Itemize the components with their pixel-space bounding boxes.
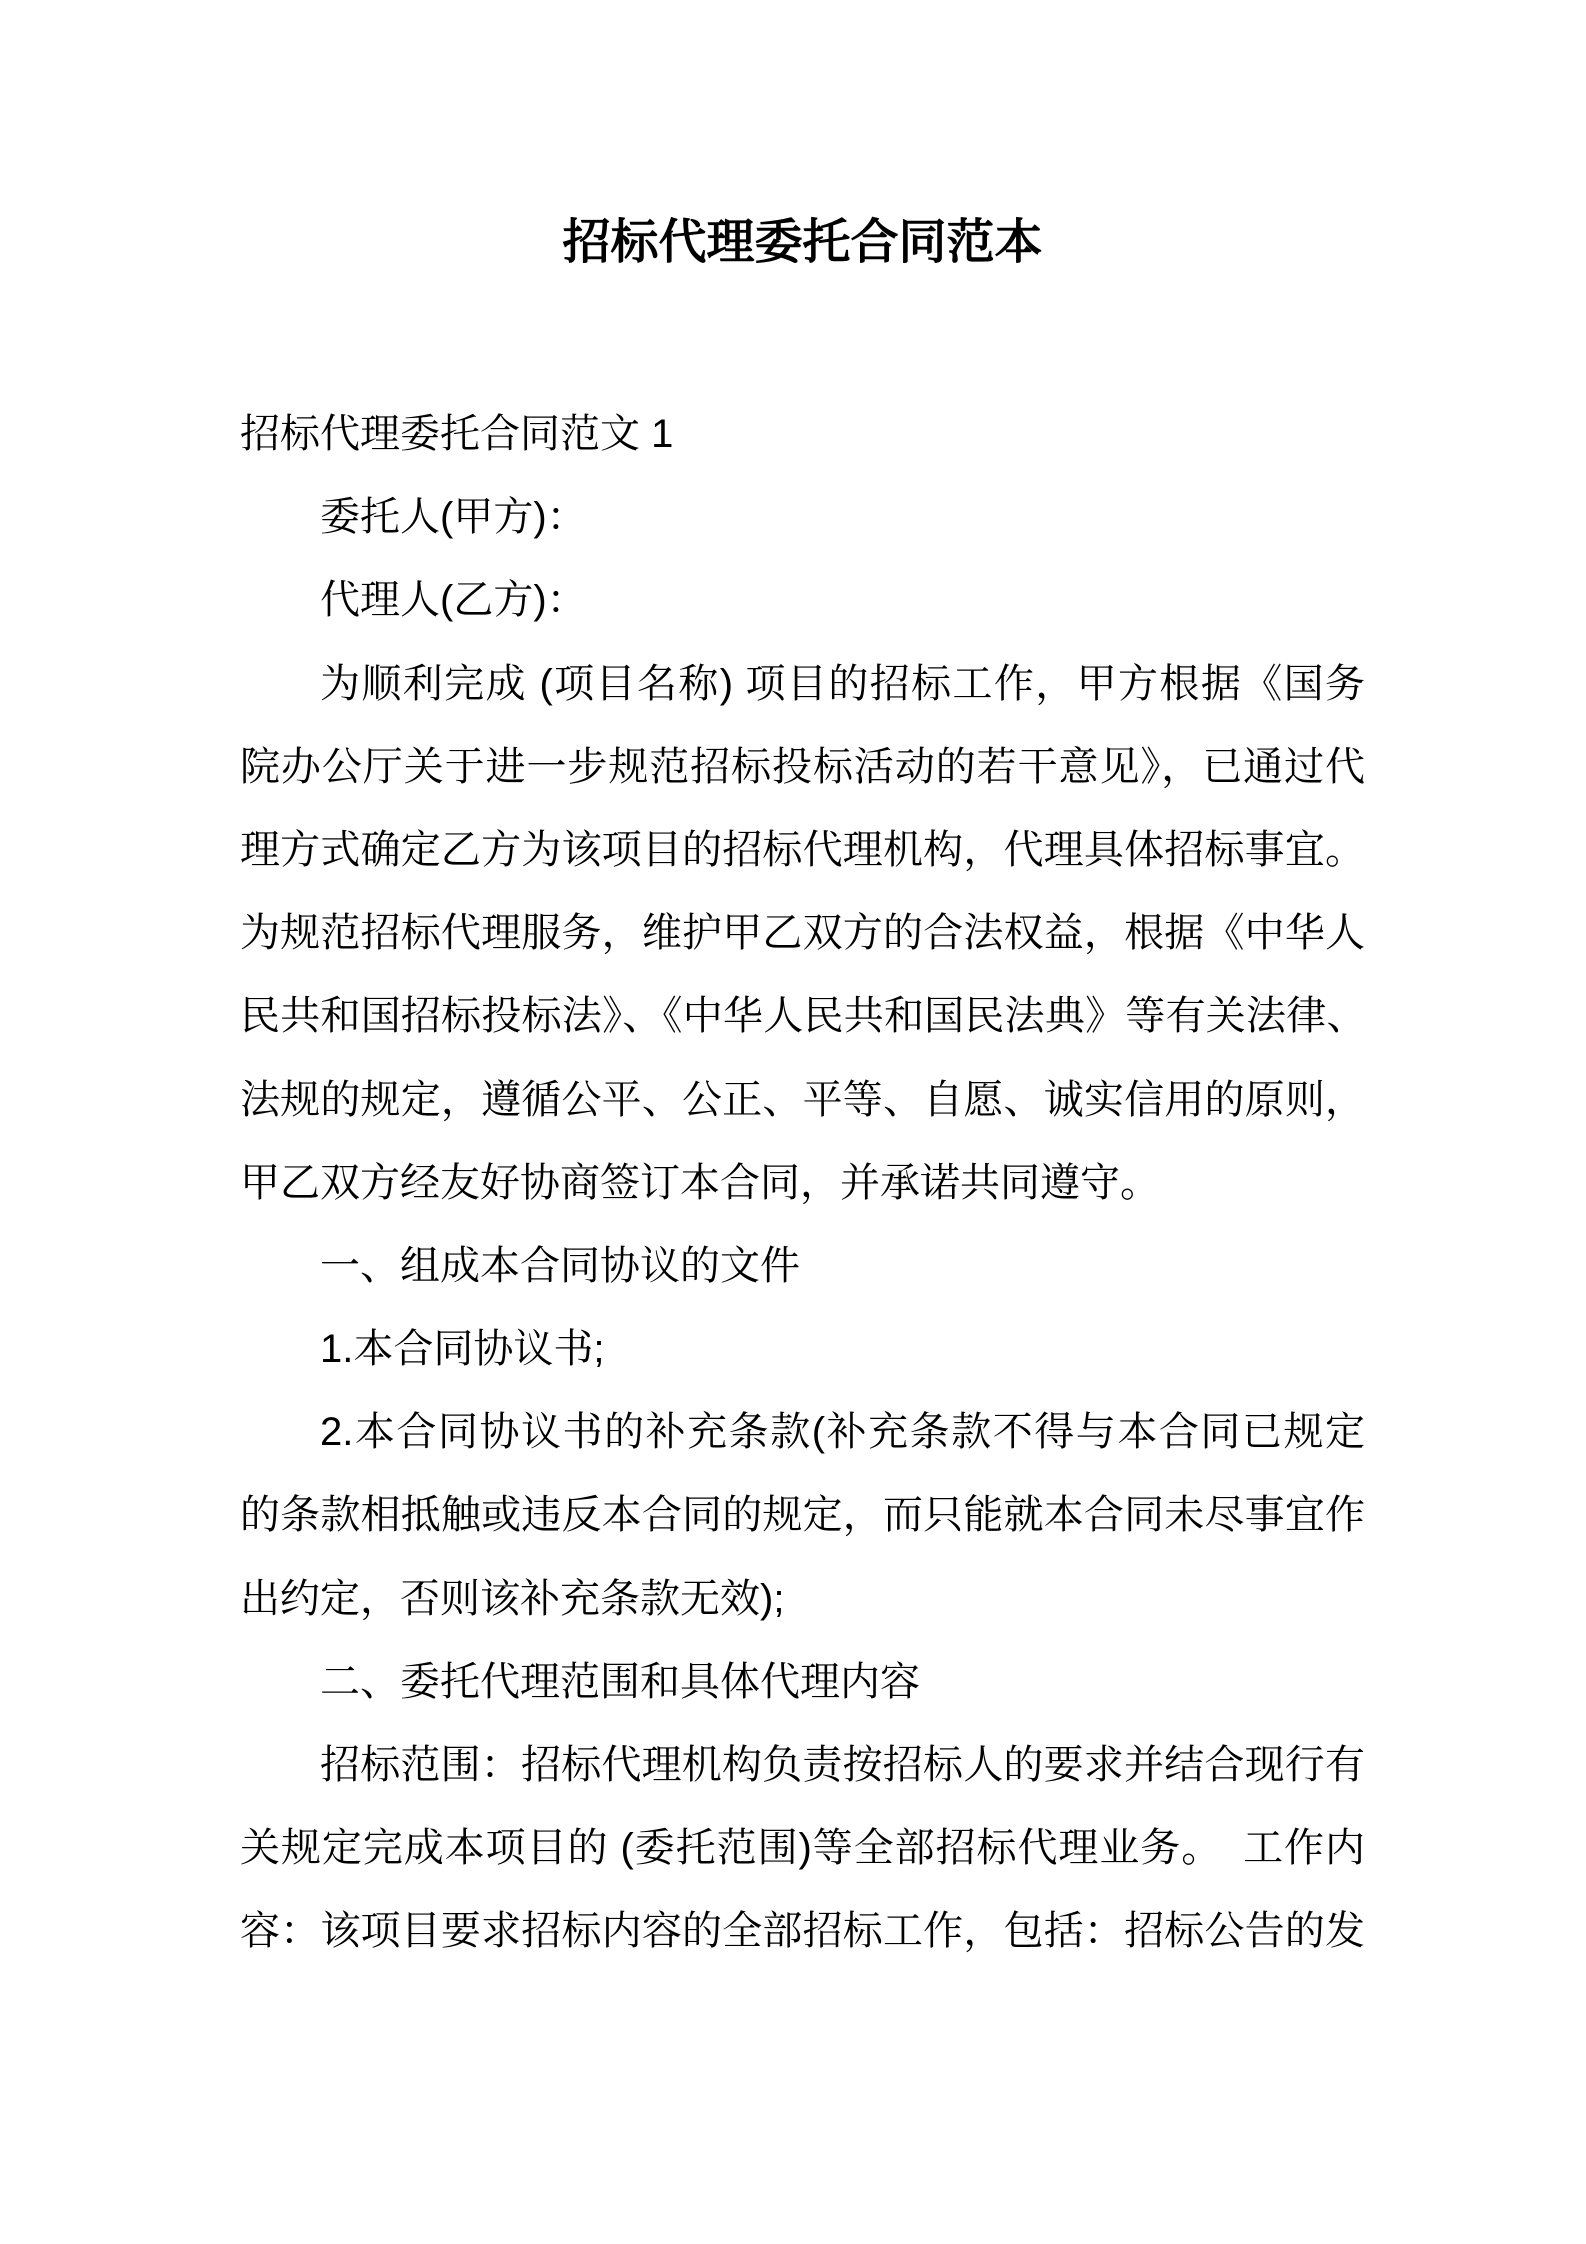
section-2-heading-line: 二、委托代理范围和具体代理内容	[320, 1659, 920, 1704]
paragraph-line: 院办公厅关于进一步规范招标投标活动的若干意见》，已通过代	[240, 744, 1365, 789]
paragraph-line: 理方式确定乙方为该项目的招标代理机构，代理具体招标事宜。	[240, 827, 1365, 872]
paragraph-line: 为规范招标代理服务，维护甲乙双方的合法权益，根据《中华人	[240, 911, 1365, 956]
document-title: 招标代理委托合同范本	[562, 216, 1043, 269]
paragraph-line: 出约定，否则该补充条款无效);	[240, 1576, 785, 1621]
document-body	[240, 393, 1365, 1974]
paragraph-line: 民共和国招标投标法》、《中华人民共和国民法典》等有关法律、	[240, 994, 1365, 1039]
paragraph-line: 为顺利完成 (项目名称) 项目的招标工作，甲方根据《国务	[320, 661, 1365, 706]
paragraph-line: 的条款相抵触或违反本合同的规定，而只能就本合同未尽事宜作	[240, 1493, 1365, 1538]
list-item-1-line: 1.本合同协议书;	[320, 1327, 605, 1372]
subtitle-line: 招标代理委托合同范文 1	[240, 412, 674, 456]
list-item-2-line: 2.本合同协议书的补充条款(补充条款不得与本合同已规定	[320, 1410, 1365, 1455]
paragraph-line: 甲乙双方经友好协商签订本合同，并承诺共同遵守。	[240, 1160, 1160, 1205]
party-a-line: 委托人(甲方)：	[320, 495, 587, 540]
party-b-line: 代理人(乙方)：	[320, 578, 587, 623]
paragraph-line: 招标范围：招标代理机构负责按招标人的要求并结合现行有	[320, 1743, 1365, 1787]
paragraph-line: 法规的规定，遵循公平、公正、平等、自愿、诚实信用的原则，	[240, 1077, 1365, 1122]
section-1-heading-line: 一、组成本合同协议的文件	[320, 1243, 800, 1288]
paragraph-line: 关规定完成本项目的 (委托范围)等全部招标代理业务。 工作内	[240, 1826, 1365, 1871]
paragraph-line: 容：该项目要求招标内容的全部招标工作，包括：招标公告的发	[240, 1909, 1365, 1954]
